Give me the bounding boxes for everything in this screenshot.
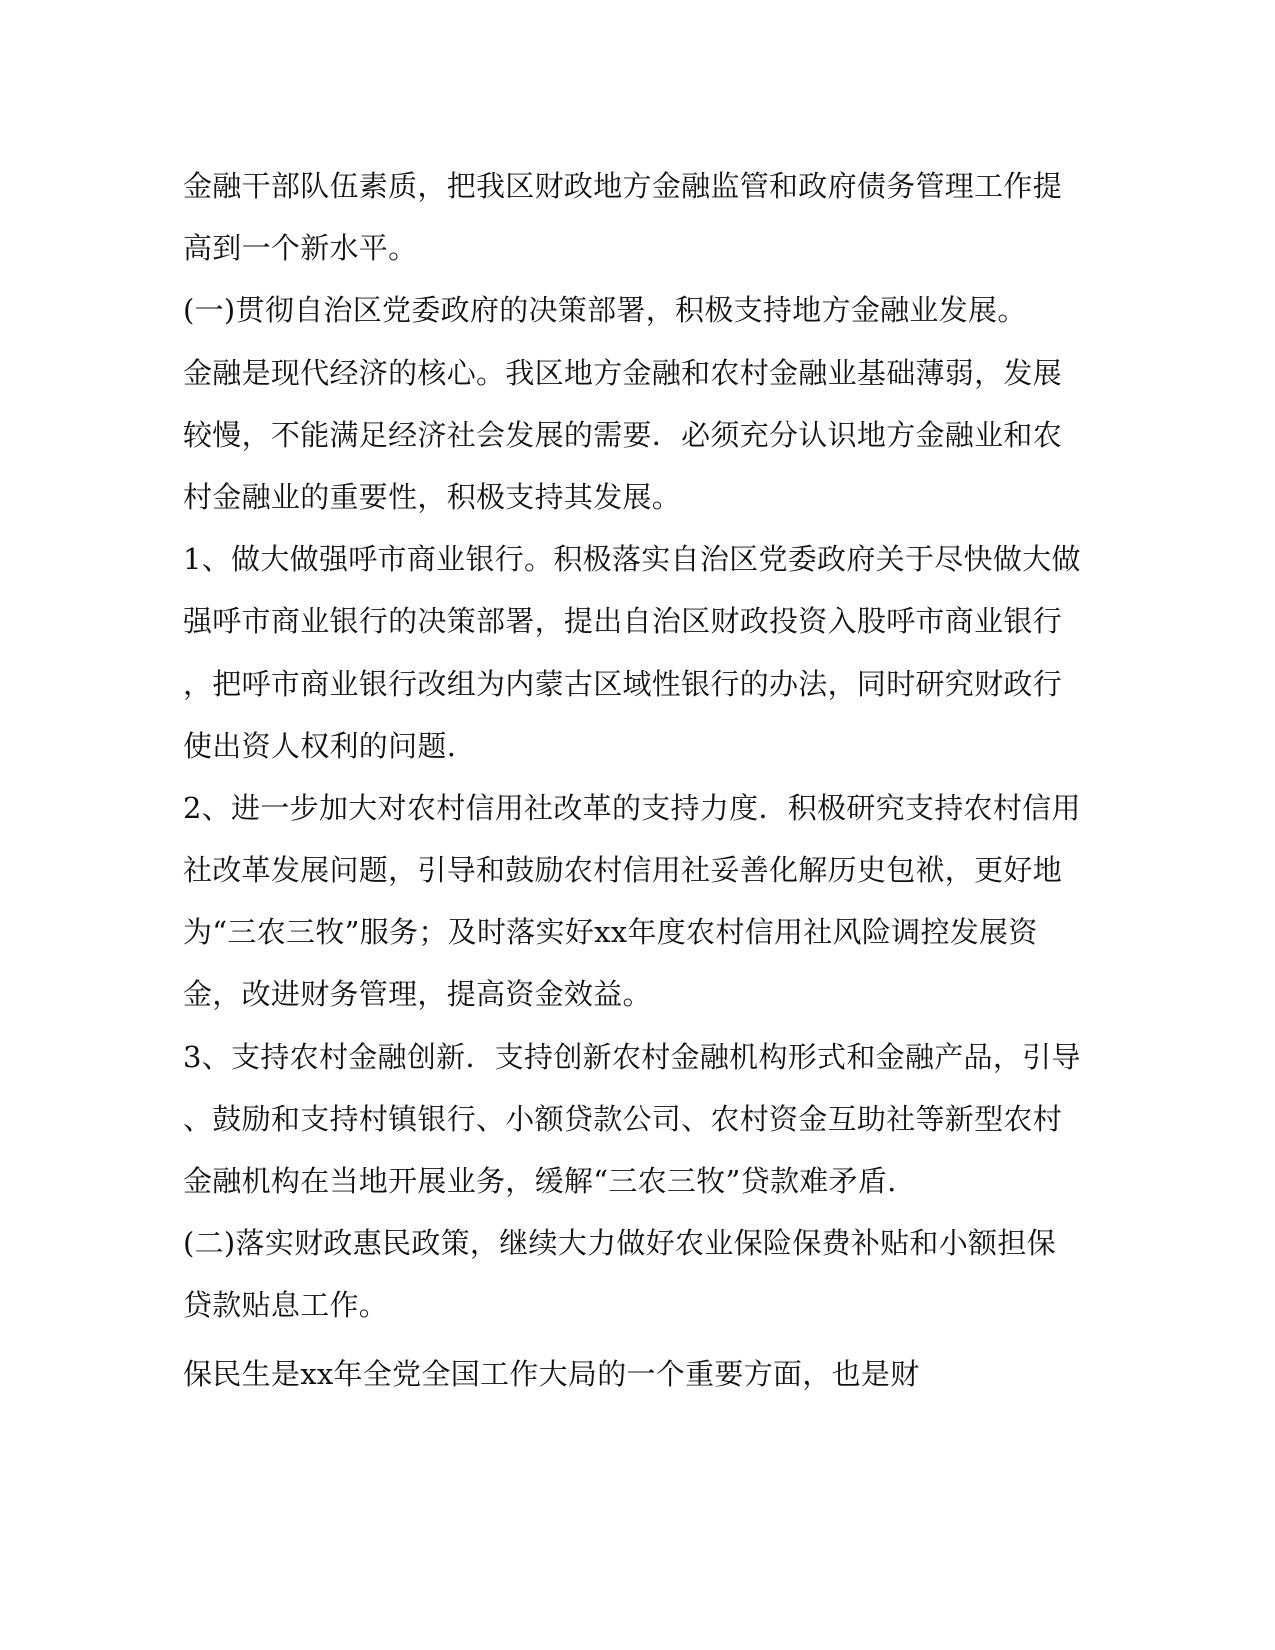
list-item-heading: 2、进一步加大对农村信用社改革的支持力度．积极研究支持农村信用 <box>183 790 1081 825</box>
list-item-heading: 1、做大做强呼市商业银行。积极落实自治区党委政府关于尽快做大做 <box>183 542 1081 577</box>
list-item-heading: 3、支持农村金融创新．支持创新农村金融机构形式和金融产品，引导 <box>183 1039 1081 1074</box>
text-line: ，把呼市商业银行改组为内蒙古区域性银行的办法，同时研究财政行 <box>183 666 1063 701</box>
text-line: 为“三农三牧”服务；及时落实好xx年度农村信用社风险调控发展资 <box>183 915 1038 950</box>
text-line: 金融是现代经济的核心。我区地方金融和农村金融业基础薄弱，发展 <box>183 355 1063 390</box>
text-line: 强呼市商业银行的决策部署，提出自治区财政投资入股呼市商业银行 <box>183 604 1063 639</box>
text-line: 贷款贴息工作。 <box>183 1288 389 1323</box>
text-line: 社改革发展问题，引导和鼓励农村信用社妥善化解历史包袱，更好地 <box>183 853 1063 888</box>
text-line: 金融干部队伍素质，把我区财政地方金融监管和政府债务管理工作提 <box>183 169 1063 203</box>
text-line: 较慢，不能满足经济社会发展的需要．必须充分认识地方金融业和农 <box>183 417 1063 452</box>
body-text <box>183 155 1081 1405</box>
text-line: 保民生是xx年全党全国工作大局的一个重要方面，也是财 <box>183 1356 920 1391</box>
text-line: 高到一个新水平。 <box>183 231 418 266</box>
text-line: 村金融业的重要性，积极支持其发展。 <box>183 479 682 514</box>
text-line: 金融机构在当地开展业务，缓解“三农三牧”贷款难矛盾. <box>183 1164 897 1198</box>
text-line: 金，改进财务管理，提高资金效益。 <box>183 977 652 1012</box>
section-heading: (二)落实财政惠民政策，继续大力做好农业保险保费补贴和小额担保 <box>183 1226 1056 1261</box>
text-line: 、鼓励和支持村镇银行、小额贷款公司、农村资金互助社等新型农村 <box>183 1101 1063 1136</box>
section-heading: (一)贯彻自治区党委政府的决策部署，积极支持地方金融业发展。 <box>183 293 1027 328</box>
text-line: 使出资人权利的问题. <box>183 728 457 763</box>
